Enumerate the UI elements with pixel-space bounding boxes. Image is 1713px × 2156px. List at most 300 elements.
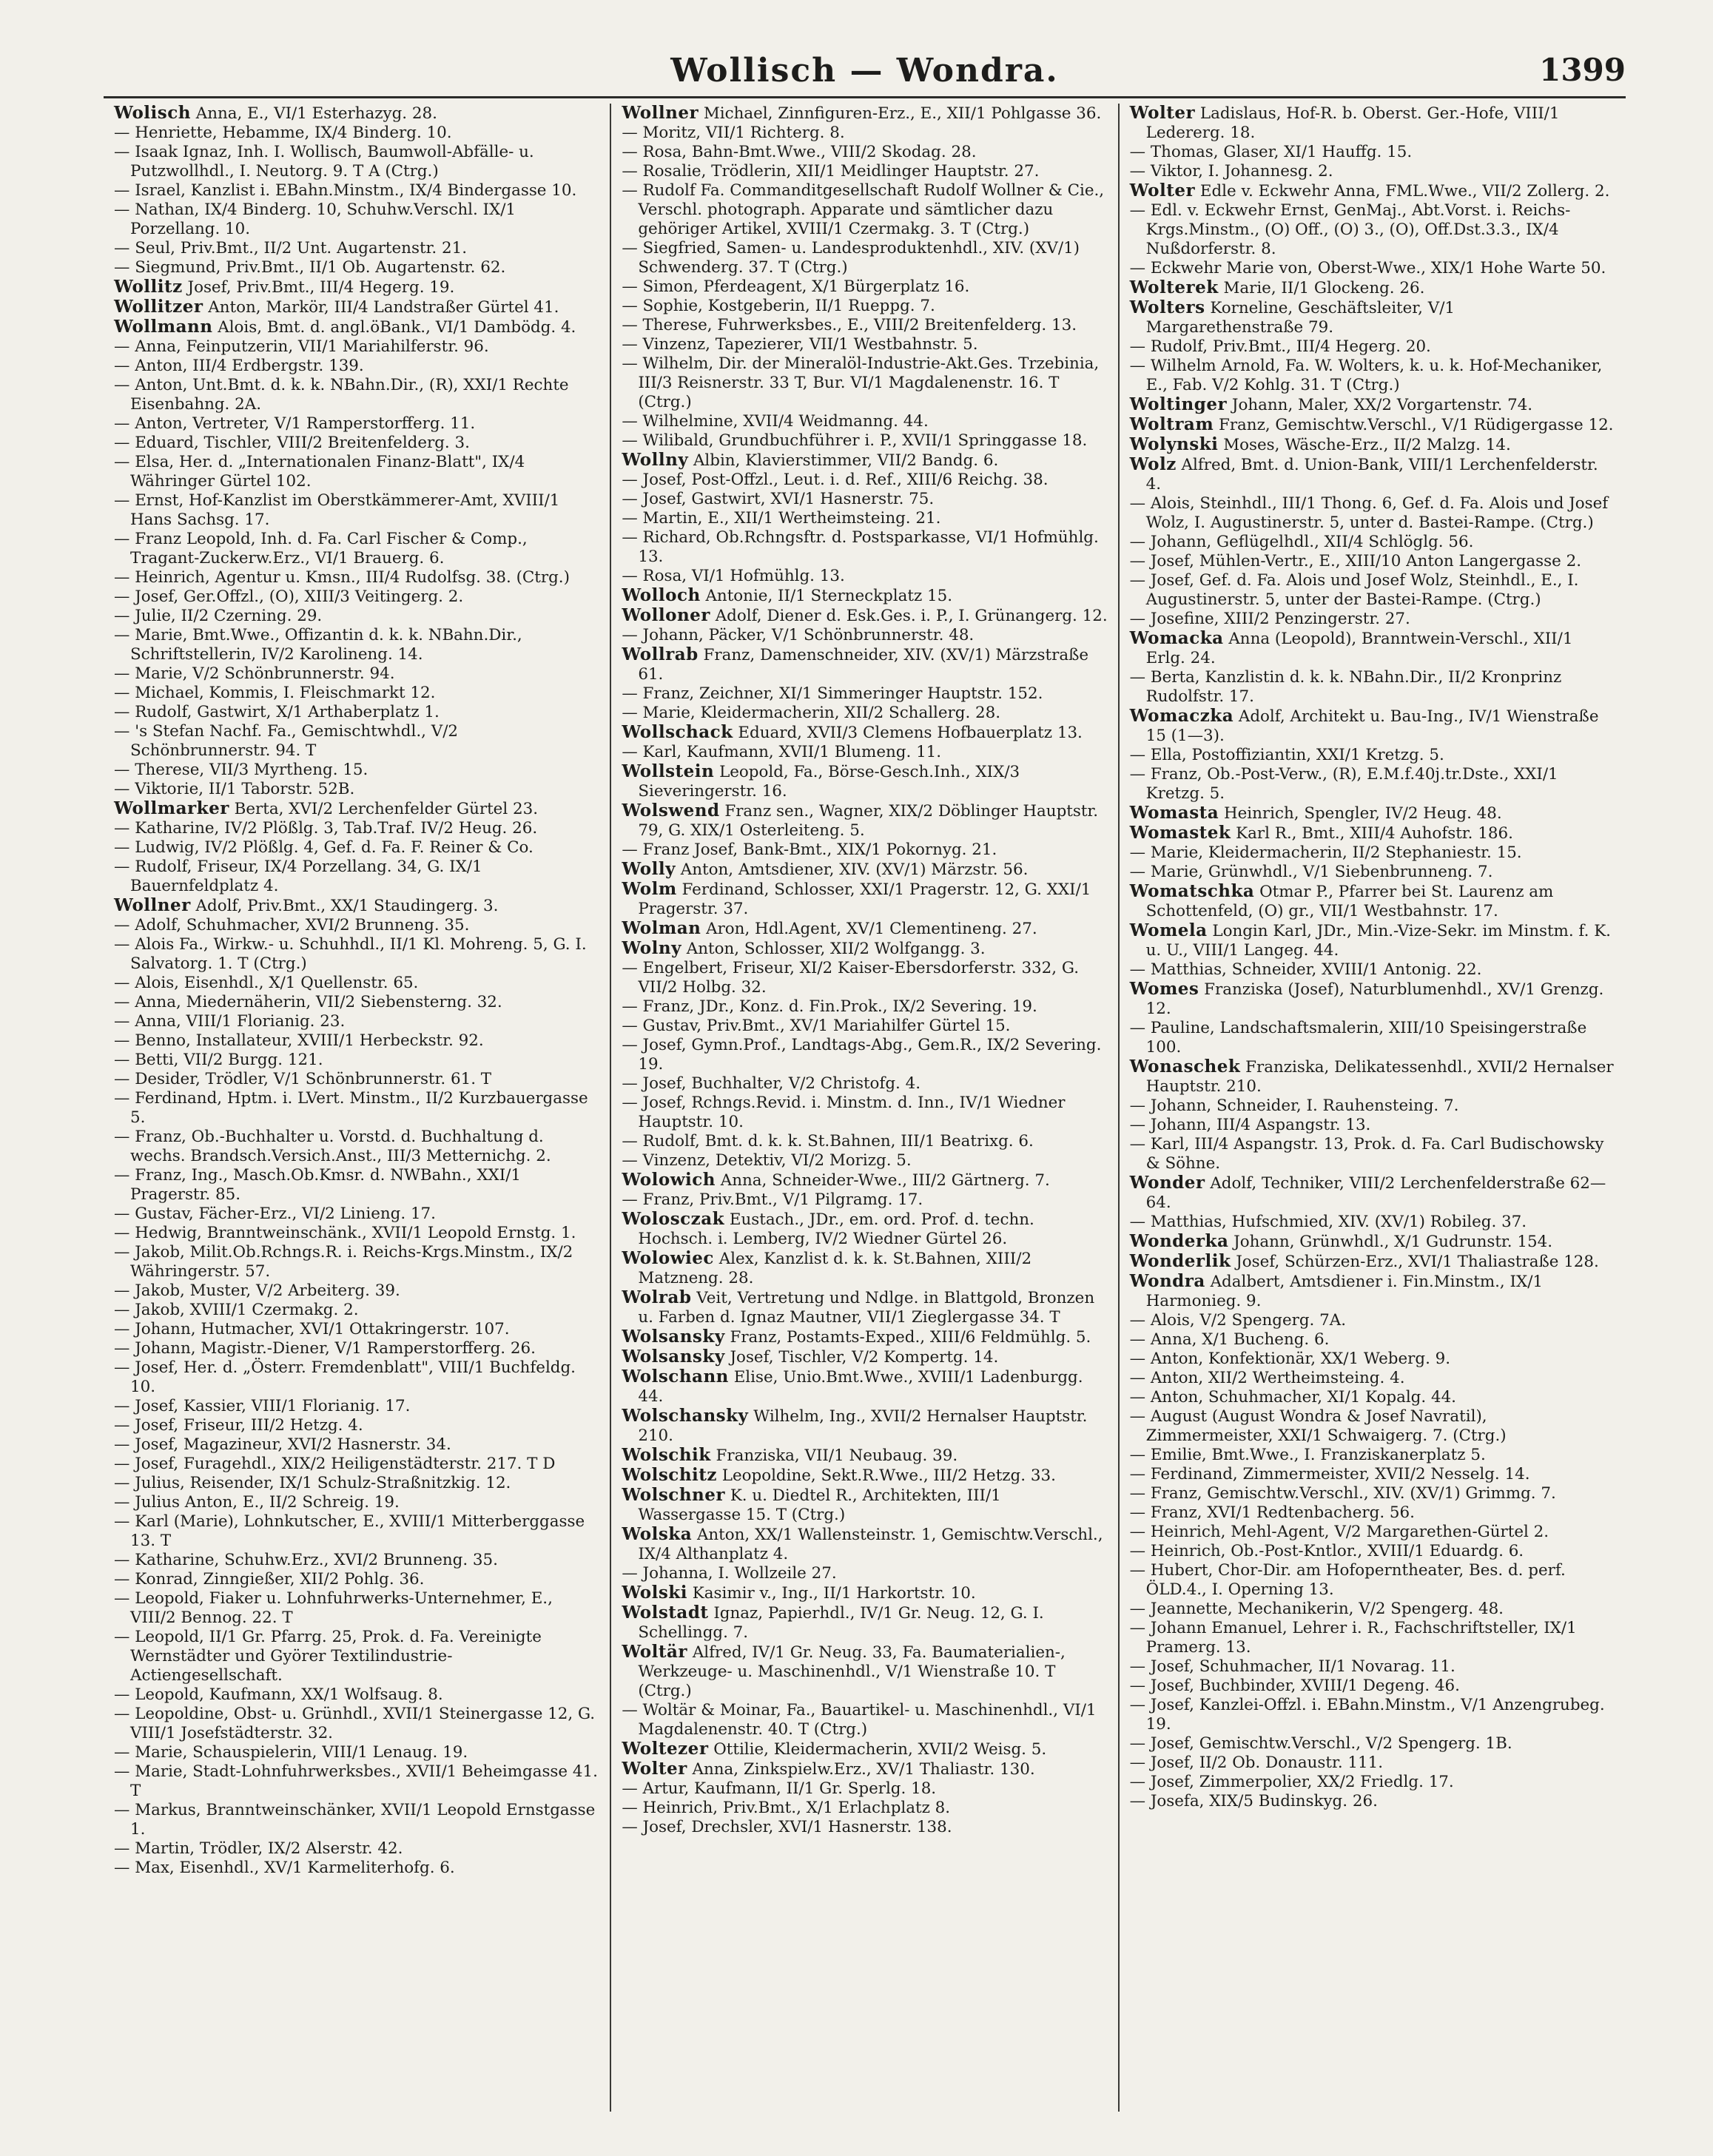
entry-text: Adolf, Architekt u. Bau-Ing., IV/1 Wienstraße 15 (1—3). — [1145, 707, 1599, 745]
entry-text: — Josef, Zimmerpolier, XX/2 Friedlg. 17. — [1129, 1773, 1454, 1791]
directory-entry — [1130, 746, 1615, 765]
directory-entry — [114, 1551, 599, 1570]
directory-entry — [1130, 1350, 1615, 1369]
directory-entry — [114, 337, 599, 357]
entry-surname: Wolstadt — [622, 1603, 709, 1623]
directory-entry — [622, 1170, 1107, 1190]
directory-entry — [622, 490, 1107, 509]
directory-entry — [1130, 1734, 1615, 1754]
directory-entry — [622, 1701, 1107, 1739]
directory-entry — [114, 530, 599, 568]
entry-text: — Wilibald, Grundbuchführer i. P., XVII/1 Springgasse 18. — [622, 431, 1088, 450]
directory-entry — [1130, 278, 1615, 298]
directory-entry — [114, 1416, 599, 1435]
entry-text: — Franz Josef, Bank-Bmt., XIX/1 Pokornyg. 21. — [622, 840, 997, 859]
directory-entry — [114, 1589, 599, 1628]
directory-entry — [114, 491, 599, 530]
entry-text: — Anton, XII/2 Wertheimsteing. 4. — [1129, 1369, 1405, 1387]
directory-entry — [1130, 707, 1615, 746]
running-title: Wollisch — Wondra. — [670, 52, 1059, 90]
directory-entry — [114, 858, 599, 896]
entry-text: — Rosa, Bahn-Bmt.Wwe., VIII/2 Skodag. 28. — [622, 143, 977, 161]
directory-entry — [622, 1249, 1107, 1288]
directory-entry — [114, 1474, 599, 1493]
entry-text: — Josef, Rchngs.Revid. i. Minstm. d. Inn., IV/1 Wiedner Hauptstr. 10. — [622, 1094, 1066, 1131]
directory-entry — [622, 1288, 1107, 1327]
entry-text: — Josef, Friseur, III/2 Hetzg. 4. — [114, 1416, 363, 1435]
entry-surname: Womacka — [1129, 628, 1224, 648]
directory-entry — [114, 935, 599, 974]
entry-surname: Wollitz — [114, 277, 183, 297]
entry-text: — August (August Wondra & Josef Navratil), Zimmermeister, XXI/1 Schwaigerg. 7. (Ctrg.) — [1129, 1407, 1507, 1445]
entry-surname: Wolowiec — [622, 1248, 714, 1268]
directory-entry — [622, 335, 1107, 354]
entry-text: — Franz, Priv.Bmt., V/1 Pilgramg. 17. — [622, 1190, 923, 1209]
directory-entry — [1130, 921, 1615, 960]
directory-entry — [114, 181, 599, 201]
directory-entry — [622, 1583, 1107, 1603]
directory-entry — [1130, 1330, 1615, 1350]
entry-text: — Heinrich, Agentur u. Kmsn., III/4 Rudolfsg. 38. (Ctrg.) — [114, 568, 570, 587]
directory-entry — [1130, 104, 1615, 143]
directory-entry — [1130, 1619, 1615, 1657]
entry-text: — Jakob, Muster, V/2 Arbeiterg. 39. — [114, 1281, 400, 1300]
entry-surname: Wollny — [622, 450, 689, 470]
entry-text: Franziska, VII/1 Neubaug. 39. — [710, 1446, 958, 1465]
directory-entry — [114, 974, 599, 993]
entry-text: — Michael, Kommis, I. Fleischmarkt 12. — [114, 684, 436, 702]
entry-text: Marie, II/1 Glockeng. 26. — [1218, 279, 1425, 297]
entry-surname: Wolosczak — [622, 1209, 725, 1229]
entry-surname: Wondra — [1129, 1271, 1205, 1291]
directory-entry — [114, 626, 599, 664]
directory-entry — [622, 860, 1107, 880]
entry-surname: Wolska — [622, 1524, 693, 1544]
entry-text: — Leopoldine, Obst- u. Grünhdl., XVII/1 Steinergasse 12, G. VIII/1 Josefstädterstr. 32. — [114, 1705, 596, 1742]
directory-entry — [1130, 357, 1615, 395]
entry-text: — Berta, Kanzlistin d. k. k. NBahn.Dir., II/2 Kronprinz Rudolfstr. 17. — [1129, 668, 1562, 706]
entry-text: Josef, Tischler, V/2 Kompertg. 14. — [724, 1348, 999, 1367]
entry-text: Anton, Schlosser, XII/2 Wolfgangg. 3. — [681, 940, 986, 958]
entry-text: Adalbert, Amtsdiener i. Fin.Minstm., IX/1 Harmonieg. 9. — [1145, 1273, 1544, 1310]
entry-text: — Wilhelmine, XVII/4 Weidmanng. 44. — [622, 412, 929, 431]
directory-entry — [114, 124, 599, 143]
entry-text: — Franz Leopold, Inh. d. Fa. Carl Fischer & Comp., Tragant-Zuckerw.Erz., VI/1 Brauerg. 6. — [114, 530, 528, 567]
entry-text: Anna, E., VI/1 Esterhazyg. 28. — [190, 104, 437, 123]
directory-entry — [622, 277, 1107, 297]
entry-surname: Woltezer — [622, 1739, 709, 1759]
directory-entry — [1130, 162, 1615, 181]
directory-entry — [1130, 1657, 1615, 1677]
entry-text: — Richard, Ob.Rchngsftr. d. Postsparkasse, VI/1 Hofmühlg. 13. — [622, 528, 1099, 566]
directory-entry — [622, 919, 1107, 939]
entry-text: — Woltär & Moinar, Fa., Bauartikel- u. Maschinenhdl., VI/1 Magdalenenstr. 40. T (Ctrg.) — [622, 1701, 1097, 1739]
entry-text: — Heinrich, Ob.-Post-Kntlor., XVIII/1 Eduardg. 6. — [1129, 1542, 1524, 1560]
directory-entry — [622, 1446, 1107, 1466]
directory-entry — [622, 704, 1107, 723]
entry-text: — Desider, Trödler, V/1 Schönbrunnerstr. 61. T — [114, 1070, 492, 1088]
entry-text: — Leopold, Kaufmann, XX/1 Wolfsaug. 8. — [114, 1685, 443, 1704]
entry-surname: Wolly — [622, 859, 676, 879]
directory-entry — [1130, 882, 1615, 921]
directory-entry — [622, 762, 1107, 801]
directory-entry — [622, 181, 1107, 239]
entry-surname: Wollschack — [622, 722, 733, 742]
entry-surname: Wolz — [1129, 454, 1177, 474]
directory-entry — [622, 1074, 1107, 1094]
entry-text: — Rudolf, Bmt. d. k. k. St.Bahnen, III/1 Beatrixg. 6. — [622, 1132, 1034, 1151]
entry-text: Otmar P., Pfarrer bei St. Laurenz am Schottenfeld, (O) gr., VII/1 Westbahnstr. 17. — [1145, 883, 1554, 920]
entry-text: Adolf, Diener d. Esk.Ges. i. P., I. Grünangerg. 12. — [710, 607, 1108, 625]
entry-surname: Wolowich — [622, 1170, 716, 1190]
directory-entry — [114, 1570, 599, 1589]
entry-text: Moses, Wäsche-Erz., II/2 Malzg. 14. — [1218, 436, 1511, 454]
entry-text: — Simon, Pferdeagent, X/1 Bürgerplatz 16. — [622, 277, 970, 296]
directory-entry — [1130, 1542, 1615, 1561]
directory-entry — [622, 1151, 1107, 1170]
entry-text: — Gustav, Fächer-Erz., VI/2 Linieng. 17. — [114, 1205, 436, 1223]
directory-entry — [1130, 533, 1615, 552]
directory-entry — [622, 1407, 1107, 1446]
directory-entry — [622, 1525, 1107, 1564]
entry-text: — Josef, Gymn.Prof., Landtags-Abg., Gem.R., IX/2 Severing. 19. — [622, 1036, 1102, 1074]
directory-entry — [114, 819, 599, 838]
entry-text: Anna, Schneider-Wwe., III/2 Gärtnerg. 7. — [715, 1171, 1050, 1190]
entry-surname: Wollmarker — [114, 798, 229, 818]
entry-text: — Eduard, Tischler, VIII/2 Breitenfelderg. 3. — [114, 434, 470, 452]
entry-text: — Johann, III/4 Aspangstr. 13. — [1129, 1116, 1371, 1134]
entry-text: — Vinzenz, Detektiv, VI/2 Morizg. 5. — [622, 1151, 912, 1170]
entry-text: — Isaak Ignaz, Inh. I. Wollisch, Baumwoll-Abfälle- u. Putzwollhdl., I. Neutorg. 9. T A (Ctrg.) — [114, 143, 534, 181]
columns-container — [104, 104, 1626, 2112]
header-rule — [104, 96, 1626, 98]
entry-text: — Julius Anton, E., II/2 Schreig. 19. — [114, 1493, 400, 1512]
entry-text: — Wilhelm Arnold, Fa. W. Wolters, k. u. k. Hof-Mechaniker, E., Fab. V/2 Kohlg. 31. T (Ctrg.) — [1129, 357, 1603, 394]
entry-surname: Womasta — [1129, 803, 1219, 823]
column-left — [104, 104, 610, 2112]
entry-text: — Franz, Ob.-Post-Verw., (R), E.M.f.40j.tr.Dste., XXI/1 Kretzg. 5. — [1129, 765, 1558, 803]
entry-text: — Vinzenz, Tapezierer, VII/1 Westbahnstr. 5. — [622, 335, 978, 354]
entry-text: — Henriette, Hebamme, IX/4 Binderg. 10. — [114, 124, 452, 142]
entry-text: — Max, Eisenhdl., XV/1 Karmeliterhofg. 6. — [114, 1859, 455, 1877]
entry-text: — Josef, Drechsler, XVI/1 Hasnerstr. 138. — [622, 1818, 952, 1836]
directory-entry — [1130, 1311, 1615, 1330]
directory-entry — [114, 1089, 599, 1128]
entry-text: Alois, Bmt. d. angl.öBank., VI/1 Dambödg. 4. — [212, 318, 576, 337]
directory-entry — [1130, 1135, 1615, 1173]
directory-entry — [622, 431, 1107, 451]
directory-entry — [622, 451, 1107, 471]
directory-entry — [114, 453, 599, 491]
page-number: 1399 — [1539, 52, 1626, 88]
entry-text: Korneline, Geschäftsleiter, V/1 Margarethenstraße 79. — [1145, 299, 1455, 337]
entry-text: — Franz, Gemischtw.Verschl., XIV. (XV/1) Grimmg. 7. — [1129, 1484, 1556, 1503]
entry-surname: Wolswend — [622, 801, 720, 821]
directory-entry — [622, 626, 1107, 645]
entry-text: Eustach., JDr., em. ord. Prof. d. techn. Hochsch. i. Lemberg, IV/2 Wiedner Gürtel 26. — [638, 1210, 1034, 1248]
entry-surname: Wollitzer — [114, 297, 203, 317]
entry-text: — Viktor, I. Johannesg. 2. — [1129, 162, 1333, 181]
entry-text: — Alois, Steinhdl., III/1 Thong. 6, Gef. d. Fa. Alois und Josef Wolz, I. Augustinerstr. 5, unter d. Bastei-Rampe. (Ctrg.) — [1129, 494, 1609, 532]
entry-surname: Womes — [1129, 979, 1199, 999]
directory-entry — [1130, 1272, 1615, 1311]
entry-text: — Josef, Ger.Offzl., (O), XIII/3 Veitingerg. 2. — [114, 587, 464, 606]
directory-entry — [1130, 1484, 1615, 1503]
directory-entry — [114, 258, 599, 277]
entry-text: — Marie, Stadt-Lohnfuhrwerksbes., XVII/1 Beheimgasse 41. T — [114, 1762, 598, 1800]
directory-entry — [1130, 629, 1615, 668]
entry-text: Leopoldine, Sekt.R.Wwe., III/2 Hetzg. 33. — [716, 1466, 1056, 1485]
directory-entry — [622, 606, 1107, 626]
entry-surname: Wolloch — [622, 585, 701, 605]
entry-text: — Hedwig, Branntweinschänk., XVII/1 Leopold Ernstg. 1. — [114, 1224, 576, 1242]
entry-text: — Josef, Gastwirt, XVI/1 Hasnerstr. 75. — [622, 490, 935, 508]
entry-text: — Anton, Vertreter, V/1 Ramperstorfferg. 11. — [114, 414, 476, 433]
entry-text: — Gustav, Priv.Bmt., XV/1 Mariahilfer Gürtel 15. — [622, 1017, 1011, 1035]
entry-text: Franz sen., Wagner, XIX/2 Döblinger Hauptstr. 79, G. XIX/1 Osterleiteng. 5. — [638, 802, 1099, 840]
entry-surname: Wolter — [1129, 104, 1196, 123]
entry-text: — Therese, Fuhrwerksbes., E., VIII/2 Breitenfelderg. 13. — [622, 316, 1077, 334]
directory-entry — [622, 1132, 1107, 1151]
directory-entry — [114, 1628, 599, 1685]
entry-text: — Marie, Kleidermacherin, XII/2 Schallerg. 28. — [622, 704, 1001, 722]
entry-surname: Wolter — [622, 1759, 687, 1779]
directory-entry — [114, 780, 599, 799]
directory-entry — [1130, 201, 1615, 259]
entry-text: Leopold, Fa., Börse-Gesch.Inh., XIX/3 Sieveringerstr. 16. — [638, 763, 1020, 801]
directory-entry — [1130, 298, 1615, 337]
entry-text: — Josef, Mühlen-Vertr., E., XIII/10 Anton Langergasse 2. — [1129, 552, 1581, 570]
entry-text: — Jakob, XVIII/1 Czermakg. 2. — [114, 1301, 359, 1319]
directory-entry — [622, 124, 1107, 143]
directory-entry — [622, 1327, 1107, 1347]
directory-entry — [1130, 1057, 1615, 1096]
directory-entry — [622, 1190, 1107, 1210]
entry-text: — Anton, Schuhmacher, XI/1 Kopalg. 44. — [1129, 1388, 1456, 1407]
directory-entry — [622, 1210, 1107, 1249]
directory-entry — [1130, 1213, 1615, 1232]
entry-text: Alfred, IV/1 Gr. Neug. 33, Fa. Baumaterialien-, Werkzeuge- u. Maschinenhdl., V/1 Wienstraße 10. T (Ctrg.) — [638, 1643, 1066, 1700]
entry-text: — Karl, III/4 Aspangstr. 13, Prok. d. Fa. Carl Budischowsky & Söhne. — [1129, 1135, 1604, 1173]
entry-text: — Heinrich, Priv.Bmt., X/1 Erlachplatz 8. — [622, 1799, 951, 1817]
entry-text: — Siegfried, Samen- u. Landesproduktenhdl., XIV. (XV/1) Schwenderg. 37. T (Ctrg.) — [622, 239, 1080, 277]
directory-entry — [1130, 1754, 1615, 1773]
entry-text: — Ella, Postoffiziantin, XXI/1 Kretzg. 5. — [1129, 746, 1444, 764]
directory-entry — [114, 568, 599, 587]
directory-entry — [1130, 1173, 1615, 1213]
entry-text: Kasimir v., Ing., II/1 Harkortstr. 10. — [687, 1584, 976, 1603]
entry-surname: Wolschann — [622, 1367, 729, 1387]
entry-text: — Matthias, Schneider, XVIII/1 Antonig. 22. — [1129, 960, 1482, 979]
directory-entry — [114, 376, 599, 414]
entry-text: Alex, Kanzlist d. k. k. St.Bahnen, XIII/2 Matzneng. 28. — [638, 1250, 1032, 1287]
entry-text: — Nathan, IX/4 Binderg. 10, Schuhw.Verschl. IX/1 Porzellang. 10. — [114, 201, 516, 238]
directory-entry — [622, 840, 1107, 860]
entry-text: Johann, Grünwhdl., X/1 Gudrunstr. 154. — [1228, 1233, 1553, 1251]
entry-surname: Wolm — [622, 879, 677, 899]
entry-text: — Jeannette, Mechanikerin, V/2 Spengerg. 48. — [1129, 1600, 1504, 1618]
entry-text: Josef, Schürzen-Erz., XVI/1 Thaliastraße 128. — [1231, 1253, 1599, 1271]
directory-entry — [622, 1603, 1107, 1643]
entry-text: Wilhelm, Ing., XVII/2 Hernalser Hauptstr. 210. — [638, 1407, 1088, 1445]
directory-entry — [114, 722, 599, 761]
entry-text: — Moritz, VII/1 Richterg. 8. — [622, 124, 845, 142]
directory-entry — [1130, 259, 1615, 278]
directory-entry — [114, 1839, 599, 1859]
directory-entry — [1130, 1116, 1615, 1135]
entry-text: — Karl (Marie), Lohnkutscher, E., XVIII/1 Mitterberggasse 13. T — [114, 1512, 585, 1550]
directory-entry — [114, 201, 599, 239]
entry-text: Adolf, Techniker, VIII/2 Lerchenfelderstraße 62—64. — [1145, 1174, 1606, 1212]
entry-text: — Anna, Miedernäherin, VII/2 Siebensterng. 32. — [114, 993, 502, 1011]
directory-entry — [114, 896, 599, 916]
entry-text: — Anna, VIII/1 Florianig. 23. — [114, 1012, 346, 1031]
directory-entry — [1130, 980, 1615, 1019]
directory-entry — [114, 1224, 599, 1243]
directory-entry — [1130, 610, 1615, 629]
entry-text: — Viktorie, II/1 Taborstr. 52B. — [114, 780, 355, 798]
column-right — [1118, 104, 1626, 2112]
directory-entry — [1130, 1407, 1615, 1446]
directory-entry — [1130, 960, 1615, 980]
entry-surname: Womela — [1129, 920, 1208, 940]
directory-entry — [622, 162, 1107, 181]
entry-surname: Wolschansky — [622, 1406, 749, 1426]
directory-entry — [114, 1743, 599, 1762]
directory-entry — [1130, 765, 1615, 804]
directory-entry — [622, 471, 1107, 490]
directory-entry — [622, 1466, 1107, 1486]
entry-text: — Heinrich, Mehl-Agent, V/2 Margarethen-Gürtel 2. — [1129, 1523, 1549, 1541]
directory-entry — [1130, 1792, 1615, 1811]
directory-entry — [1130, 1600, 1615, 1619]
directory-entry — [622, 586, 1107, 606]
entry-text: — Franz, JDr., Konz. d. Fin.Prok., IX/2 Severing. 19. — [622, 997, 1037, 1016]
entry-text: — Josef, Kanzlei-Offzl. i. EBahn.Minstm., V/1 Anzengrubeg. 19. — [1129, 1696, 1605, 1734]
entry-text: — Anton, Konfektionär, XX/1 Weberg. 9. — [1129, 1350, 1451, 1368]
directory-entry — [1130, 181, 1615, 201]
entry-text: Alfred, Bmt. d. Union-Bank, VIII/1 Lerchenfelderstr. 4. — [1145, 456, 1598, 493]
entry-text: — Alois, Eisenhdl., X/1 Quellenstr. 65. — [114, 974, 419, 992]
entry-surname: Womastek — [1129, 823, 1231, 843]
entry-text: — Julie, II/2 Czerning. 29. — [114, 607, 323, 625]
entry-surname: Wolter — [1129, 181, 1196, 201]
directory-entry — [1130, 1696, 1615, 1734]
entry-text: Ferdinand, Schlosser, XXI/1 Pragerstr. 12, G. XXI/1 Pragerstr. 37. — [638, 880, 1091, 918]
directory-entry — [1130, 1773, 1615, 1792]
entry-surname: Woltär — [622, 1642, 688, 1662]
directory-entry — [622, 567, 1107, 586]
entry-text: — Josef, II/2 Ob. Donaustr. 111. — [1129, 1754, 1384, 1772]
directory-entry — [114, 239, 599, 258]
directory-entry — [622, 1367, 1107, 1407]
directory-entry — [1130, 863, 1615, 882]
directory-entry — [1130, 435, 1615, 455]
entry-text: Adolf, Priv.Bmt., XX/1 Staudingerg. 3. — [190, 897, 499, 915]
directory-entry — [1130, 143, 1615, 162]
entry-text: — Israel, Kanzlist i. EBahn.Minstm., IX/4 Bindergasse 10. — [114, 181, 577, 200]
directory-entry — [1130, 804, 1615, 823]
entry-text: — Martin, E., XII/1 Wertheimsteing. 21. — [622, 509, 941, 528]
entry-text: Franz, Damenschneider, XIV. (XV/1) Märzstraße 61. — [638, 646, 1089, 684]
entry-text: Franz, Gemischtw.Verschl., V/1 Rüdigergasse 12. — [1214, 416, 1614, 434]
entry-text: Ottilie, Kleidermacherin, XVII/2 Weisg. 5. — [708, 1740, 1047, 1759]
directory-entry — [622, 997, 1107, 1017]
directory-entry — [1130, 455, 1615, 494]
entry-surname: Wollrab — [622, 644, 699, 664]
entry-text: Berta, XVI/2 Lerchenfelder Gürtel 23. — [229, 800, 538, 818]
entry-text: — Johann, Hutmacher, XVI/1 Ottakringerstr. 107. — [114, 1320, 510, 1338]
entry-text: Heinrich, Spengler, IV/2 Heug. 48. — [1219, 804, 1502, 823]
entry-text: — Marie, V/2 Schönbrunnerstr. 94. — [114, 664, 395, 683]
entry-text: — Franz, XVI/1 Redtenbacherg. 56. — [1129, 1503, 1415, 1522]
entry-text: — Franz, Ob.-Buchhalter u. Vorstd. d. Buchhaltung d. wechs. Brandsch.Versich.Anst., III/3 Metternichg. 2. — [114, 1128, 551, 1165]
entry-text: — Josef, Kassier, VIII/1 Florianig. 17. — [114, 1397, 411, 1415]
entry-text: — Wilhelm, Dir. der Mineralöl-Industrie-Akt.Ges. Trzebinia, III/3 Reisnerstr. 33 T, Bur. VI/1 Magdalenenstr. 16. T (Ctrg.) — [622, 354, 1100, 411]
entry-text: — Josef, Furagehdl., XIX/2 Heiligenstädterstr. 217. T D — [114, 1455, 556, 1473]
entry-text: — Josef, Post-Offzl., Leut. i. d. Ref., XIII/6 Reichg. 38. — [622, 471, 1049, 489]
entry-text: — Seul, Priv.Bmt., II/2 Unt. Augartenstr. 21. — [114, 239, 468, 257]
entry-text: — Emilie, Bmt.Wwe., I. Franziskanerplatz 5. — [1129, 1446, 1486, 1464]
entry-text: — Marie, Kleidermacherin, II/2 Stephaniestr. 15. — [1129, 843, 1522, 862]
entry-surname: Wolterek — [1129, 277, 1219, 297]
directory-entry — [1130, 415, 1615, 435]
directory-entry — [622, 1818, 1107, 1837]
entry-text: Karl R., Bmt., XIII/4 Auhofstr. 186. — [1231, 824, 1513, 843]
directory-entry — [114, 664, 599, 684]
directory-entry — [114, 761, 599, 780]
directory-entry — [114, 1397, 599, 1416]
directory-entry — [114, 104, 599, 124]
directory-entry — [622, 880, 1107, 919]
entry-surname: Wolloner — [622, 605, 710, 625]
entry-text: Franziska, Delikatessenhdl., XVII/2 Hernalser Hauptstr. 210. — [1145, 1058, 1614, 1096]
entry-text: — Johann, Geflügelhdl., XII/4 Schlöglg. 56. — [1129, 533, 1474, 551]
directory-entry — [114, 414, 599, 434]
entry-text: — Eckwehr Marie von, Oberst-Wwe., XIX/1 Hohe Warte 50. — [1129, 259, 1606, 277]
entry-text: — Johann, Schneider, I. Rauhensteing. 7. — [1129, 1096, 1459, 1115]
entry-text: — Katharine, IV/2 Plößlg. 3, Tab.Traf. IV/2 Heug. 26. — [114, 819, 538, 838]
directory-entry — [114, 1801, 599, 1839]
entry-text: — Martin, Trödler, IX/2 Alserstr. 42. — [114, 1839, 403, 1858]
entry-text: — Pauline, Landschaftsmalerin, XIII/10 Speisingerstraße 100. — [1129, 1019, 1587, 1057]
directory-entry — [622, 1486, 1107, 1525]
entry-text: — Benno, Installateur, XVIII/1 Herbeckstr. 92. — [114, 1031, 484, 1050]
directory-entry — [114, 357, 599, 376]
entry-text: — Ferdinand, Hptm. i. LVert. Minstm., II/2 Kurzbauergasse 5. — [114, 1089, 588, 1127]
directory-entry — [1130, 1561, 1615, 1600]
entry-text: — Therese, VII/3 Myrtheng. 15. — [114, 761, 368, 779]
entry-text: — Elsa, Her. d. „Internationalen Finanz-Blatt", IX/4 Währinger Gürtel 102. — [114, 453, 525, 491]
entry-surname: Wolters — [1129, 297, 1205, 317]
entry-text: Anton, XX/1 Wallensteinstr. 1, Gemischtw.Verschl., IX/4 Althanplatz 4. — [638, 1526, 1103, 1563]
directory-entry — [622, 939, 1107, 959]
entry-text: — Josef, Magazineur, XVI/2 Hasnerstr. 34. — [114, 1435, 451, 1454]
entry-text: — Anton, III/4 Erdbergstr. 139. — [114, 357, 364, 375]
entry-surname: Wollstein — [622, 761, 715, 781]
entry-text: Albin, Klavierstimmer, VII/2 Bandg. 6. — [688, 451, 999, 470]
entry-text: — Franz, Ing., Masch.Ob.Kmsr. d. NWBahn., XXI/1 Pragerstr. 85. — [114, 1166, 522, 1204]
directory-entry — [1130, 843, 1615, 863]
directory-entry — [1130, 668, 1615, 707]
entry-text: — Josef, Her. d. „Österr. Fremdenblatt", VIII/1 Buchfeldg. 10. — [114, 1358, 576, 1396]
entry-surname: Wolman — [622, 918, 701, 938]
entry-text: — Rudolf, Priv.Bmt., III/4 Hegerg. 20. — [1129, 337, 1431, 356]
entry-text: Elise, Unio.Bmt.Wwe., XVIII/1 Ladenburgg. 44. — [638, 1368, 1083, 1406]
entry-text: — Franz, Zeichner, XI/1 Simmeringer Hauptstr. 152. — [622, 684, 1043, 703]
entry-text: Anton, Markör, III/4 Landstraßer Gürtel 41. — [203, 298, 559, 317]
entry-text: — Adolf, Schuhmacher, XVI/2 Brunneng. 35. — [114, 916, 470, 934]
